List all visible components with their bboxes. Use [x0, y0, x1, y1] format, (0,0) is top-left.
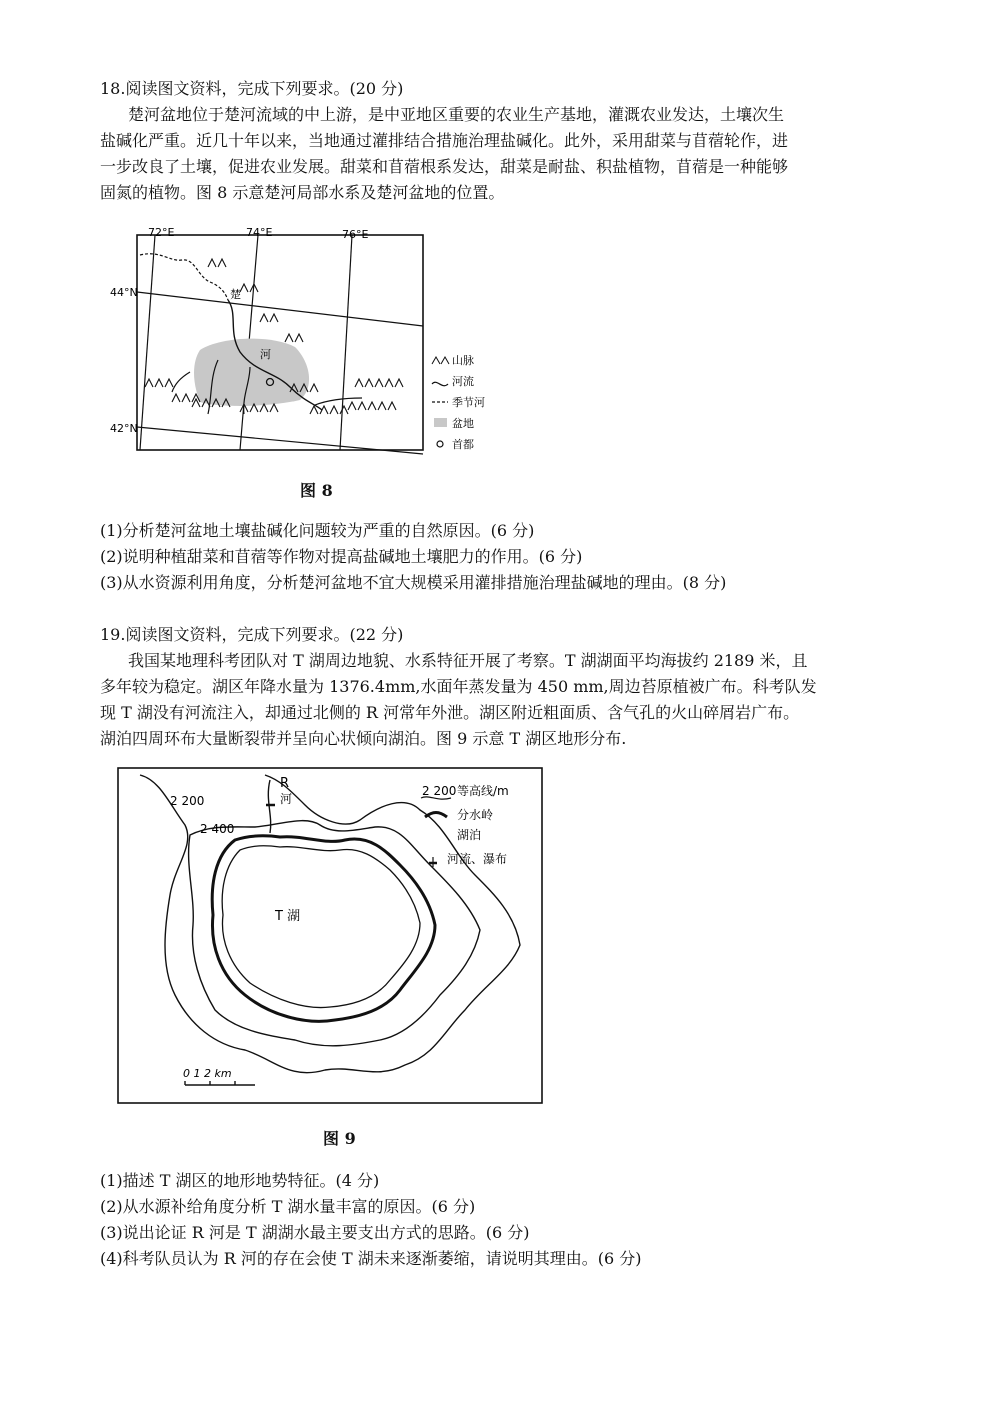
label-contour-2200: 2 200 [170, 794, 205, 808]
svg-text:分水岭: 分水岭 [457, 808, 494, 822]
q19-paragraph-line-1: 我国某地理科考团队对 T 湖周边地貌、水系特征开展了考察。T 湖湖面平均海拔约 2189 米，且 [128, 651, 808, 670]
river-label-he: 河 [260, 348, 271, 361]
scale-bar [183, 1067, 255, 1085]
lat-label-42: 42°N [110, 422, 138, 435]
q18-paragraph-line-2: 盐碱化严重。近几十年以来，当地通过灌排结合措施治理盐碱化。此外，采用甜菜与苜蓿轮作，进 [100, 131, 789, 150]
lon-label-76: 76°E [342, 228, 369, 241]
figure-9-map [115, 765, 547, 1110]
q18-paragraph-line-4: 固氮的植物。图 8 示意楚河局部水系及楚河盆地的位置。 [100, 183, 505, 202]
svg-text:季节河: 季节河 [452, 396, 485, 409]
svg-text:首都: 首都 [452, 438, 474, 451]
svg-text:2 200: 2 200 [422, 784, 457, 798]
q19-question-3: (3)说出论证 R 河是 T 湖湖水最主要支出方式的思路。(6 分) [100, 1223, 530, 1242]
q19-question-4: (4)科考队员认为 R 河的存在会使 T 湖未来逐渐萎缩，请说明其理由。(6 分) [100, 1249, 642, 1268]
svg-text:盆地: 盆地 [452, 417, 474, 430]
q19-question-2: (2)从水源补给角度分析 T 湖水量丰富的原因。(6 分) [100, 1197, 476, 1216]
lon-label-72: 72°E [148, 226, 175, 239]
lon-label-74: 74°E [246, 226, 273, 239]
watershed [212, 836, 435, 1022]
lake-shore [222, 846, 420, 1008]
svg-text:0 1 2 km: 0 1 2 km [183, 1067, 232, 1080]
figure-8-map [100, 222, 500, 462]
q18-heading: 18.阅读图文资料，完成下列要求。(20 分) [100, 79, 404, 98]
lake-label: T 湖 [275, 909, 301, 924]
figure-8-legend [432, 354, 485, 451]
contour-2400 [189, 821, 480, 1046]
svg-text:湖泊: 湖泊 [457, 828, 482, 842]
q18-question-1: (1)分析楚河盆地土壤盐碱化问题较为严重的自然原因。(6 分) [100, 521, 535, 540]
q18-question-2: (2)说明种植甜菜和苜蓿等作物对提高盐碱地土壤肥力的作用。(6 分) [100, 547, 583, 566]
q19-paragraph-line-4: 湖泊四周环布大量断裂带并呈向心状倾向湖泊。图 9 示意 T 湖区地形分布. [100, 729, 627, 748]
svg-text:河流、瀑布: 河流、瀑布 [447, 852, 508, 866]
q19-question-1: (1)描述 T 湖区的地形地势特征。(4 分) [100, 1171, 380, 1190]
q19-paragraph-line-3: 现 T 湖没有河流注入，却通过北侧的 R 河常年外泄。湖区附近粗面质、含气孔的火山碎屑岩广布。 [100, 703, 800, 722]
river-label-chu: 楚 [230, 288, 241, 301]
q18-paragraph-line-3: 一步改良了土壤，促进农业发展。甜菜和苜蓿根系发达，甜菜是耐盐、积盐植物，苜蓿是一种能够 [100, 157, 789, 176]
q19-heading: 19.阅读图文资料，完成下列要求。(22 分) [100, 625, 404, 644]
figure-9-legend [421, 783, 509, 867]
label-r: R [280, 776, 290, 791]
svg-text:等高线/m: 等高线/m [457, 784, 509, 798]
basin-area [194, 339, 309, 406]
lat-label-44: 44°N [110, 286, 138, 299]
svg-text:山脉: 山脉 [452, 354, 474, 367]
q19-paragraph-line-2: 多年较为稳定。湖区年降水量为 1376.4mm,水面年蒸发量为 450 mm,周边苔原植被广布。科考队发 [100, 677, 817, 696]
figure-9-caption: 图 9 [323, 1129, 356, 1148]
svg-text:河流: 河流 [452, 375, 474, 388]
label-contour-2400: 2 400 [200, 822, 235, 836]
q18-paragraph-line-1: 楚河盆地位于楚河流域的中上游，是中亚地区重要的农业生产基地，灌溉农业发达，土壤次生 [128, 105, 785, 124]
figure-8-caption: 图 8 [300, 481, 333, 500]
q18-question-3: (3)从水资源利用角度，分析楚河盆地不宜大规模采用灌排措施治理盐碱地的理由。(8 分) [100, 573, 727, 592]
label-he: 河 [280, 792, 293, 806]
